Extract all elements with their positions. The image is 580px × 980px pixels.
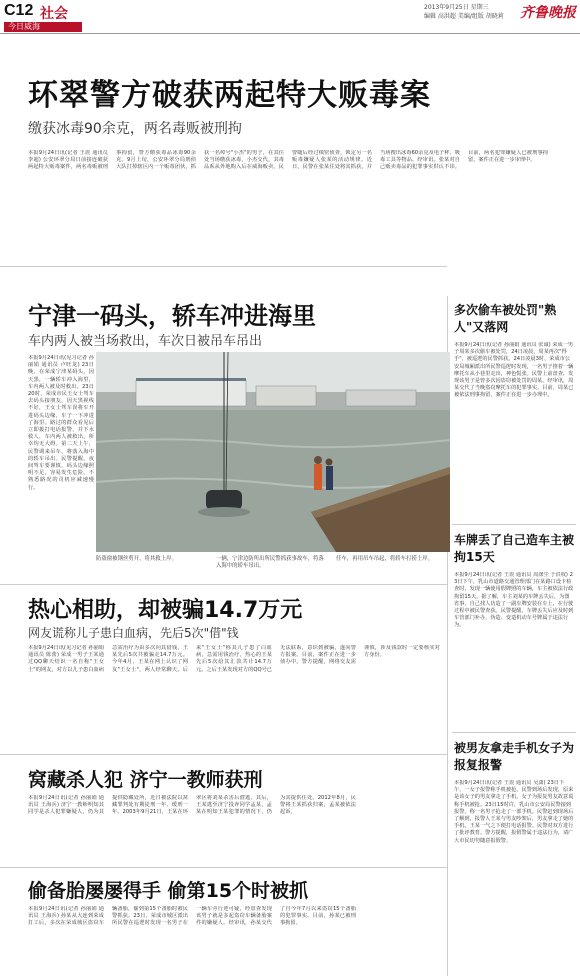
article4-body: 本报9月24日讯(记者 孙丽娟 通讯员 王海兵) 济宁一教师明知其同学是杀人犯罪嫌疑人，仍为其提供隐藏处所，近日被法院以窝藏罪判处有期徒刑一年、缓刑一年。2003年9月21日，王某在环翠区将刘某杀害后潜逃。其后，王某逃至济宁投奔同学孟某，孟某在明知王某犯罪的情况下，仍为其提供住处。2012年8月，民警将王某抓获归案，孟某被依法起诉。	[28, 795, 356, 816]
photo-caption-c: 任车，再用吊车吊起，将轿车打捞上岸。	[336, 556, 434, 562]
divider	[0, 754, 447, 755]
harbor-crane-picture	[96, 352, 450, 552]
page-header	[0, 0, 580, 22]
sidebar-story3-title: 被男友拿走手机女子为报复报警	[454, 741, 575, 772]
sidebar-story3-body: 本报9月24日讯(记者 王震 通讯员 吴潇) 23日下午，一女子报警称手机被抢，民警到场后发现，原来是该女子的男友拿走了手机，女子为报复男友故意谎称手机被抢。23日15时许，乳山市公安局民警接到报警，称一名男子抢走了一部手机。民警赶到现场后了解到，报警人王某与男友吵架后，男友拿走了她的手机，王某一气之下便打电话报警。民警对双方进行了批评教育。警方提醒，报假警属于违法行为，请广大市民切勿随意报假警。	[454, 780, 574, 844]
photo-caption-b: 一辆，宁津边防所出所民警抓获事故车，将落入海中的轿车吊出。	[216, 556, 324, 569]
article1-subtitle: 缴获冰毒90余克，两名毒贩被刑拘	[28, 121, 242, 137]
divider	[0, 584, 447, 585]
article5-title: 偷备胎屡屡得手 偷第15个时被抓	[28, 880, 309, 902]
article3-subtitle: 网友谎称儿子患白血病，先后5次"借"钱	[28, 626, 239, 640]
accident-photo	[96, 352, 450, 552]
issue-date: 2013年9月25日 星期三	[424, 4, 489, 11]
sidebar-story1-body: 本报9月24日讯(记者 孙丽娟 通讯员 张诚) 荣成一男子周某多次偷车被处罚，24日凌晨，周某再次"得手"，被巡逻的民警抓获。24日凌晨3时，荣成市公安局城厢派出所民警巡逻时发现，一名男子推着一辆摩托车从小巷里走出，神色慌张。民警上前盘查，发现该男子是曾多次因盗窃被处罚的周某。经审讯，周某交代了当晚盗窃摩托车的犯罪事实。目前，周某已被依法刑事拘留，案件正在进一步办理中。	[454, 342, 574, 399]
header-divider	[0, 33, 580, 34]
article2-subtitle: 车内两人被当场救出，车次日被吊车吊出	[28, 334, 263, 349]
divider	[452, 732, 576, 733]
article2-title: 宁津一码头，轿车冲进海里	[28, 302, 316, 330]
photo-caption-a: 防盗窗被钢丝剪开，将其救上岸。	[96, 556, 177, 562]
divider	[0, 867, 447, 868]
section-tag: 今日威海	[4, 22, 82, 32]
section-code: C12	[4, 2, 34, 19]
divider	[0, 266, 447, 267]
divider	[452, 524, 576, 525]
article5-body: 本报9月24日讯(记者 孙丽娟 通讯员 王海兵) 孙某从大连到荣成打工后，多次在荣成城区盗窃车辆备胎，偷到第15个备胎时被民警抓获。23日，荣成市城区派出所民警在巡逻时发现一名男子在一辆车旁行迹可疑，经盘查发现该男子就是多起盗窃车辆备胎案件的嫌疑人。经审讯，孙某交代了自今年7月以来盗窃15个备胎的犯罪事实。目前，孙某已被刑事拘留。	[28, 906, 356, 927]
sidebar-story2-body: 本报9月24日讯(记者 王震 通讯员 周涤尘 于洪权) 23日下午，乳山市道路交通管理部门在某路口设卡检查时，发现一辆使用假牌照的车辆，车主被依法行政拘留15天。据了解，车主刘某的车牌丢失后，为图省事，自己找人仿造了一副车牌安装在车上，在行驶过程中被民警查获。民警提醒，车牌丢失后应及时到车管部门补办，伪造、变造机动车号牌属于违法行为。	[454, 572, 574, 629]
section-name: 社会	[40, 6, 68, 22]
article1-body: 本报9月24日讯(记者 王震 通讯员 李超) 公安环翠分局日前接连破获两起特大贩毒案件，两名毒贩被刑事拘留，警方缴获毒品冰毒90余克。9月上旬，公安环翠分局刑侦大队打掉辖区内一个贩毒团伙，抓获一名绰号"小杰"的男子，在其住处当场缴获冰毒，小杰交代，其毒品系从外地购入后在威海贩卖。民警随后经过缜密侦查，锁定另一名贩毒嫌疑人张某的活动规律。近日，民警在张某住处将其抓获，并当场搜出冰毒60余克及电子秤、吸毒工具等物品。经审讯，张某对自己贩卖毒品的犯罪事实供认不讳。目前，两名犯罪嫌疑人已被刑事拘留，案件正在进一步审理中。	[28, 150, 548, 171]
article3-body: 本报9月24日讯(见习记者 孙丽娟 通讯员 陈蕾) 荣成一男子王某通过QQ聊天结识一名自称"王女士"的网友，对方以儿子患白血病急需治疗为由多次向其借钱，王某先后5次共被骗走14.7万元。今年4月，王某在网上认识了网友"王女士"，两人经常聊天。后来"王女士"称其儿子患了白血病，急需用钱治疗，热心的王某先后5次给其汇款共计14.7万元。之后王某发现对方的QQ号已无法联系，意识到被骗，遂向警方报案。目前，案件正在进一步侦办中。警方提醒，网络交友需谨慎，涉及钱款时一定要核实对方身份。	[28, 645, 440, 673]
sidebar-story2-title: 车牌丢了自己造车主被拘15天	[454, 533, 575, 564]
article1-title: 环翠警方破获两起特大贩毒案	[28, 78, 431, 113]
editors-credit: 编辑 高洪超 美编/组版 胡晓莉	[424, 13, 504, 20]
article4-title: 窝藏杀人犯 济宁一教师获刑	[28, 769, 263, 791]
article2-body: 本报9月24日讯(见习记者 孙丽娟 通讯员 卢旺龙) 23日晚，在荣成宁津某码头，因天黑，一辆轿车冲入海里，车内两人被及时救出。23日20时，荣成市民王女士驾车去码头接朋友，因天黑视线不好，王女士驾车误将车开进码头边缘，车子一下冲进了海里。路过的群众看见后立即拨打电话报警，并下水救人，车内两人被救出，所幸均无大碍。第二天上午，民警调来吊车，将落入海中的轿车吊出。民警提醒，夜间驾车要谨慎，码头边缘照明不足，容易发生危险，不熟悉路况的司机应减速慢行。	[28, 355, 94, 491]
sidebar-story1-title: 多次偷车被处罚"熟人"又落网	[454, 303, 557, 334]
newspaper-logo: 齐鲁晚报	[520, 5, 576, 21]
article3-title: 热心相助，却被骗14.7万元	[28, 598, 303, 623]
